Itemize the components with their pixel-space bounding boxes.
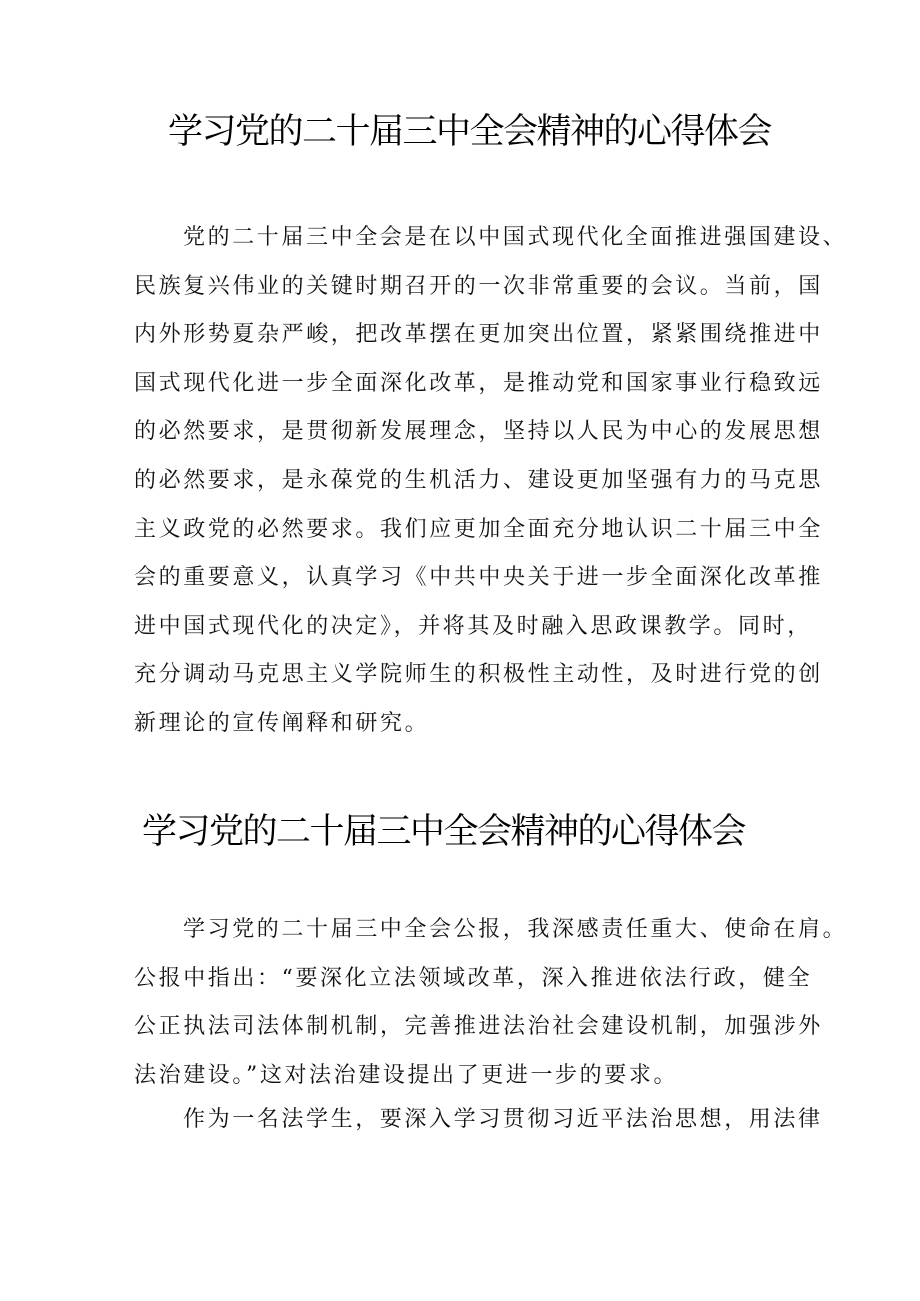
paragraph-line: 的必然要求，是贯彻新发展理念，坚持以人民为中心的发展思想	[134, 419, 823, 445]
paragraph-line: 国式现代化进一步全面深化改革，是推动党和国家事业行稳致远	[134, 370, 823, 396]
section-2-paragraph-2	[134, 1096, 823, 1145]
section-title-1: 学习党的二十届三中全会精神的心得体会	[168, 112, 772, 152]
paragraph-line: 新理论的宣传阐释和研究。	[134, 710, 430, 736]
section-1-paragraph-1	[134, 214, 848, 749]
section-title-2: 学习党的二十届三中全会精神的心得体会	[142, 812, 746, 852]
paragraph-line: 主义政党的必然要求。我们应更加全面充分地认识二十届三中全	[134, 516, 823, 542]
paragraph-line: 公报中指出：“要深化立法领域改革，深入推进依法行政，健全	[134, 965, 813, 991]
paragraph-line: 充分调动马克思主义学院师生的积极性主动性，及时进行党的创	[134, 662, 823, 688]
paragraph-line: 党的二十届三中全会是在以中国式现代化全面推进强国建设、	[183, 225, 848, 250]
paragraph-line: 作为一名法学生，要深入学习贯彻习近平法治思想，用法律	[183, 1107, 823, 1132]
paragraph-line: 法治建设。”这对法治建设提出了更进一步的要求。	[134, 1062, 679, 1088]
paragraph-line: 进中国式现代化的决定》，并将其及时融入思政课教学。同时，	[134, 613, 812, 639]
paragraph-line: 公正执法司法体制机制，完善推进法治社会建设机制，加强涉外	[134, 1014, 823, 1040]
paragraph-line: 民族复兴伟业的关键时期召开的一次非常重要的会议。当前，国	[134, 273, 823, 299]
section-2-paragraph-1	[134, 906, 848, 1100]
paragraph-line: 的必然要求，是永葆党的生机活力、建设更加坚强有力的马克思	[134, 467, 823, 493]
paragraph-line: 会的重要意义，认真学习《中共中央关于进一步全面深化改革推	[134, 565, 823, 591]
paragraph-line: 学习党的二十届三中全会公报，我深感责任重大、使命在肩。	[183, 917, 848, 942]
paragraph-line: 内外形势夏杂严峻，把改革摆在更加突出位置，紧紧围绕推进中	[134, 322, 823, 348]
